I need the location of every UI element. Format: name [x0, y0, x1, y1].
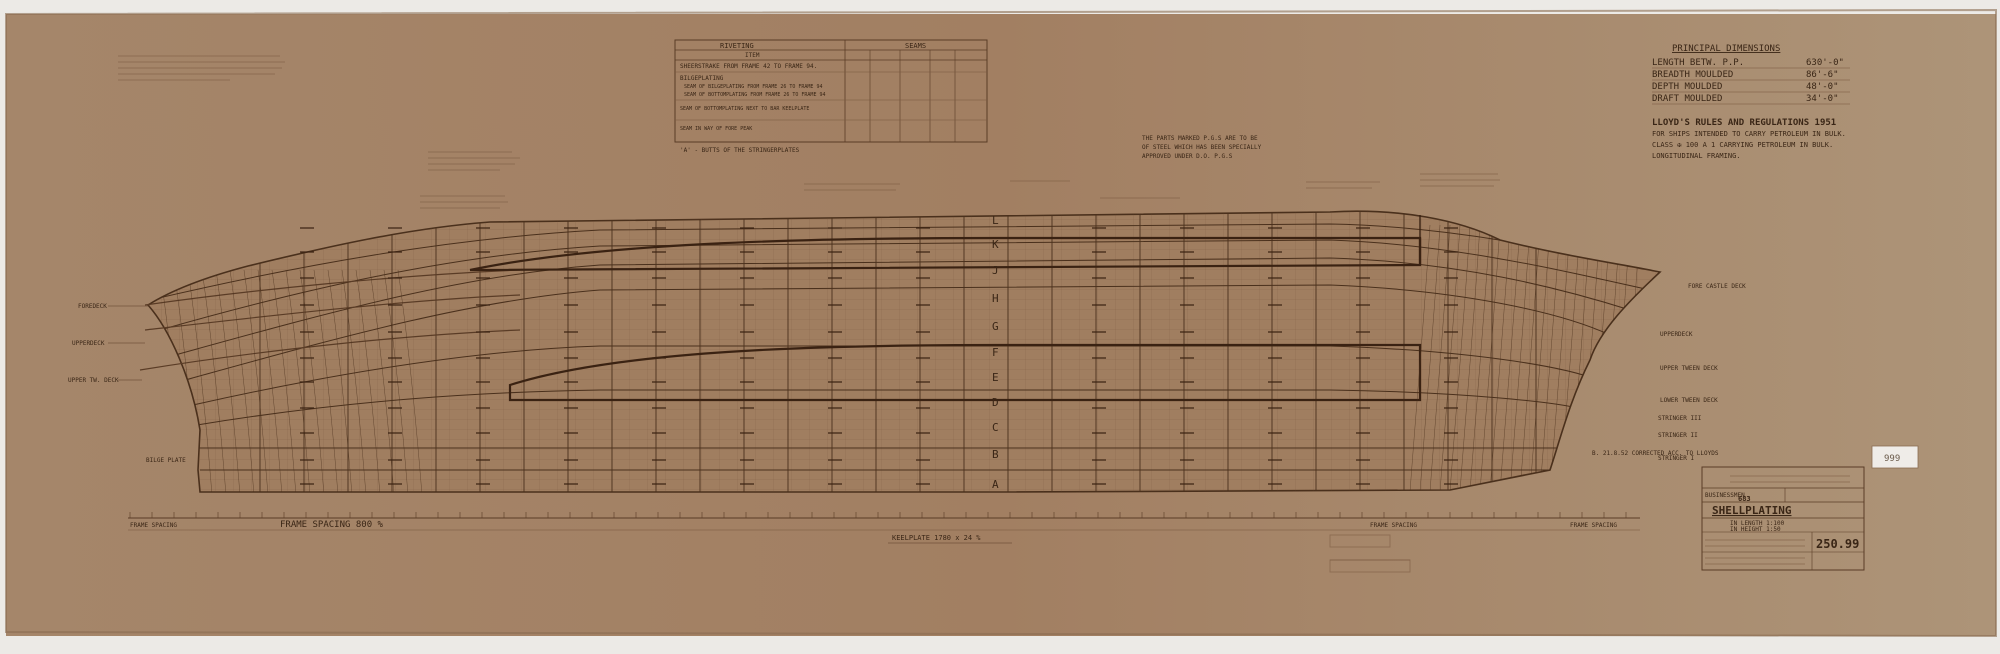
- riveting-row: SEAM IN WAY OF FORE PEAK: [680, 126, 753, 132]
- dimension-value: 86'-6": [1806, 70, 1839, 80]
- scale-length: IN LENGTH 1:100: [1730, 520, 1785, 527]
- lloyds-line: LLOYD'S RULES AND REGULATIONS 1951: [1652, 118, 1837, 128]
- deck-label: STRINGER III: [1658, 415, 1702, 422]
- scale-height: IN HEIGHT 1:50: [1730, 526, 1781, 533]
- riveting-row: SEAM OF BOTTOMPLATING NEXT TO BAR KEELPLATE: [680, 106, 810, 112]
- deck-label: LOWER TWEEN DECK: [1660, 397, 1718, 404]
- strake-letter: G: [992, 320, 999, 333]
- strake-letter: A: [992, 478, 999, 491]
- dimension-label: DRAFT MOULDED: [1652, 94, 1723, 104]
- riveting-row: SEAM OF BILGEPLATING FROM FRAME 26 TO FRAME 94: [684, 84, 823, 90]
- deck-label: UPPER TW. DECK: [68, 377, 119, 384]
- strake-letter: J: [992, 264, 999, 277]
- drawing-number: 250.99: [1816, 537, 1860, 551]
- lloyds-line: FOR SHIPS INTENDED TO CARRY PETROLEUM IN BULK.: [1652, 130, 1846, 138]
- strake-letter: B: [992, 448, 999, 461]
- deck-label: BILGE PLATE: [146, 457, 186, 464]
- riveting-item-col: ITEM: [745, 52, 760, 59]
- principal-heading: PRINCIPAL DIMENSIONS: [1672, 44, 1781, 54]
- riveting-seams-col: SEAMS: [905, 42, 927, 50]
- riveting-heading: RIVETING: [720, 42, 754, 50]
- frame-spacing-label: FRAME SPACING 800 %: [280, 520, 383, 530]
- deck-label: UPPER TWEEN DECK: [1660, 365, 1718, 372]
- riveting-footnote: 'A' - BUTTS OF THE STRINGERPLATES: [680, 147, 800, 154]
- yard-name: BUSINESSMEN: [1705, 492, 1745, 499]
- deck-label: UPPERDECK: [72, 340, 105, 347]
- yard-number: 683: [1738, 495, 1751, 503]
- strake-letter: D: [992, 396, 999, 409]
- steel-note-line: APPROVED UNDER D.O. P.G.S: [1142, 153, 1233, 160]
- deck-label: STRINGER II: [1658, 432, 1698, 439]
- strake-letter: E: [992, 371, 999, 384]
- stamp-number: 999: [1884, 454, 1901, 464]
- dimension-label: LENGTH BETW. P.P.: [1652, 58, 1745, 68]
- frame-spacing-label: FRAME SPACING: [1370, 522, 1417, 529]
- riveting-row: SHEERSTRAKE FROM FRAME 42 TO FRAME 94.: [680, 63, 818, 70]
- deck-label: FORE CASTLE DECK: [1688, 283, 1746, 290]
- dimension-value: 34'-0": [1806, 94, 1839, 104]
- sheet-stamp: [1872, 446, 1918, 468]
- strake-letter: K: [992, 238, 999, 251]
- lloyds-line: CLASS ✠ 100 A 1 CARRYING PETROLEUM IN BULK.: [1652, 141, 1834, 149]
- frame-spacing-label: FRAME SPACING: [130, 522, 177, 529]
- dimension-value: 48'-0": [1806, 82, 1839, 92]
- riveting-row: SEAM OF BOTTOMPLATING FROM FRAME 26 TO FRAME 94: [684, 92, 826, 98]
- strake-letter: H: [992, 292, 999, 305]
- deck-label: STRINGER I: [1658, 455, 1695, 462]
- lloyds-line: LONGITUDINAL FRAMING.: [1652, 152, 1741, 160]
- correction-note: B. 21.8.52 CORRECTED ACC. TO LLOYDS: [1592, 450, 1719, 457]
- steel-note-line: OF STEEL WHICH HAS BEEN SPECIALLY: [1142, 144, 1262, 151]
- frame-spacing-label: FRAME SPACING: [1570, 522, 1617, 529]
- strake-letter: F: [992, 346, 999, 359]
- dimension-label: BREADTH MOULDED: [1652, 70, 1734, 80]
- steel-note-line: THE PARTS MARKED P.G.S ARE TO BE: [1142, 135, 1258, 142]
- strake-letter: L: [992, 214, 999, 227]
- deck-label: UPPERDECK: [1660, 331, 1693, 338]
- drawing-title: SHELLPLATING: [1712, 504, 1792, 517]
- keelplate-label: KEELPLATE 1780 x 24 %: [892, 534, 981, 542]
- strake-letter: C: [992, 421, 999, 434]
- dimension-value: 630'-0": [1806, 58, 1844, 68]
- dimension-label: DEPTH MOULDED: [1652, 82, 1723, 92]
- riveting-row: BILGEPLATING: [680, 75, 724, 82]
- deck-label: FOREDECK: [78, 303, 107, 310]
